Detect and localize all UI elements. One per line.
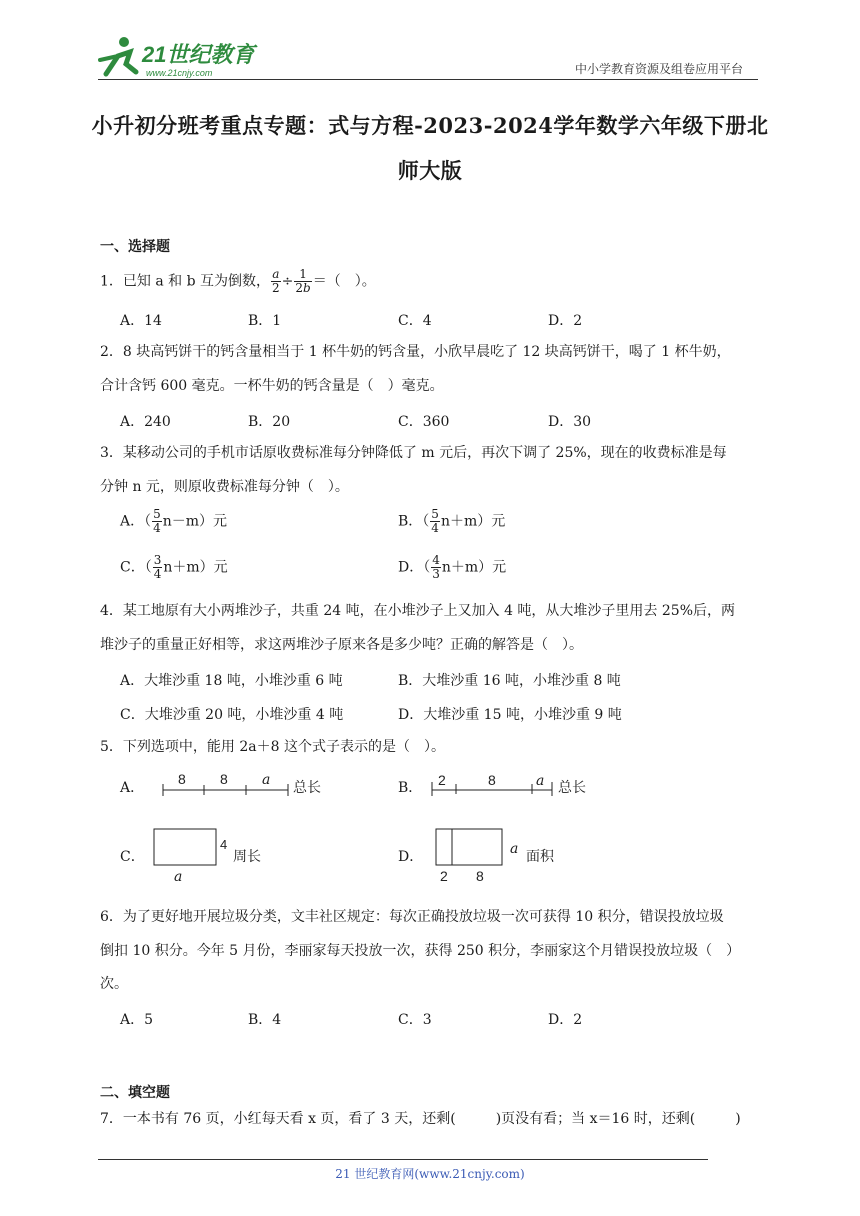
svg-text:a: a	[174, 869, 183, 885]
footer-link[interactable]: 21 世纪教育网(www.21cnjy.com)	[335, 1167, 525, 1181]
q6-option-c[interactable]: C．3	[398, 1012, 432, 1028]
q6-option-a[interactable]: A．5	[120, 1012, 154, 1028]
svg-text:8: 8	[476, 868, 484, 884]
q5-option-c[interactable]: C．	[120, 849, 145, 865]
svg-text:2: 2	[440, 868, 448, 884]
fraction-5-over-4: $\frac{5}{4}$	[431, 507, 439, 535]
q2-option-c[interactable]: C．360	[398, 414, 450, 430]
question-5-line1: 5．下列选项中，能用 2a＋8 这个式子表示的是（ ）。	[100, 739, 445, 755]
q5-option-d-label: 面积	[526, 849, 554, 865]
fraction-1-over-2b: $\frac{1}{2b}$	[295, 267, 311, 295]
q5-option-a[interactable]: A．	[120, 780, 145, 796]
q5-diagram-a	[158, 770, 293, 800]
question-3-line2: 分钟 n 元，则原收费标准每分钟（ ）。	[100, 479, 349, 495]
q3-option-b[interactable]: B．（ $\frac{5}{4}$ n＋m）元	[398, 507, 506, 535]
question-1-prefix: 1．已知 a 和 b 互为倒数，	[100, 273, 271, 290]
q3-option-d[interactable]: D．（ $\frac{4}{3}$ n＋m）元	[398, 553, 507, 581]
q1-option-a[interactable]: A．14	[120, 313, 162, 329]
q5-option-d[interactable]: D．	[398, 849, 424, 865]
svg-text:a: a	[510, 841, 519, 857]
q4-option-a[interactable]: A．大堆沙重 18 吨，小堆沙重 6 吨	[120, 673, 343, 689]
page-title-line2: 师大版	[397, 158, 463, 183]
q4-option-c[interactable]: C．大堆沙重 20 吨，小堆沙重 4 吨	[120, 707, 344, 723]
q5-option-a-label: 总长	[293, 780, 321, 796]
q5-option-b-label: 总长	[558, 780, 586, 796]
svg-text:a: a	[262, 772, 271, 788]
q5-option-b[interactable]: B．	[398, 780, 423, 796]
question-6-line2: 倒扣 10 积分。今年 5 月份，李丽家每天投放一次，获得 250 积分，李丽家这个月错误投放垃圾（ ）	[100, 943, 741, 959]
svg-text:8: 8	[488, 772, 496, 788]
q1-option-b[interactable]: B．1	[248, 313, 282, 329]
svg-text:2: 2	[438, 772, 446, 788]
fraction-3-over-4: $\frac{3}{4}$	[153, 553, 162, 581]
logo-url: www.21cnjy.com	[146, 68, 213, 78]
svg-text:a: a	[536, 773, 545, 789]
site-logo	[96, 34, 266, 80]
q6-option-b[interactable]: B．4	[248, 1012, 282, 1028]
section-choice-heading: 一、选择题	[100, 239, 170, 255]
svg-text:8: 8	[220, 771, 228, 787]
q5-diagram-c	[150, 825, 235, 885]
fraction-a-over-2: $\frac{a}{2}$	[272, 267, 280, 295]
fraction-4-over-3: $\frac{4}{3}$	[432, 553, 440, 581]
q3-option-a[interactable]: A．（ $\frac{5}{4}$ n－m）元	[120, 507, 228, 535]
question-1: 1．已知 a 和 b 互为倒数， $\frac{a}{2}$ ÷ $\frac{1}{2b}$ ＝（ ）。	[100, 267, 376, 295]
question-4-line2: 堆沙子的重量正好相等，求这两堆沙子原来各是多少吨？正确的解答是（ ）。	[100, 637, 583, 653]
q2-option-d[interactable]: D．30	[548, 414, 592, 430]
question-3-line1: 3．某移动公司的手机市话原收费标准每分钟降低了 m 元后，再次下调了 25%，现在的收费标准是每	[100, 445, 727, 461]
question-2-line1: 2．8 块高钙饼干的钙含量相当于 1 杯牛奶的钙含量，小欣早晨吃了 12 块高钙饼干，喝了 1 杯牛奶，	[100, 344, 731, 360]
q2-option-b[interactable]: B．20	[248, 414, 291, 430]
footer-divider	[98, 1159, 708, 1160]
logo-text: 21世纪教育	[142, 42, 255, 67]
question-6-line1: 6．为了更好地开展垃圾分类，文丰社区规定：每次正确投放垃圾一次可获得 10 积分，错误投放垃圾	[100, 909, 724, 925]
fraction-5-over-4: $\frac{5}{4}$	[153, 507, 161, 535]
q5-option-c-label: 周长	[233, 849, 261, 865]
page-title-line1: 小升初分班考重点专题：式与方程-2023-2024学年数学六年级下册北	[91, 113, 769, 138]
q4-option-d[interactable]: D．大堆沙重 15 吨，小堆沙重 9 吨	[398, 707, 622, 723]
header-divider	[98, 79, 758, 80]
q1-option-c[interactable]: C．4	[398, 313, 432, 329]
q1-option-d[interactable]: D．2	[548, 313, 583, 329]
section-fill-heading: 二、填空题	[100, 1085, 170, 1101]
svg-text:8: 8	[178, 771, 186, 787]
question-7: 7．一本书有 76 页，小红每天看 x 页，看了 3 天，还剩( )页没有看；当 x＝16 时，还剩( )	[100, 1111, 741, 1127]
q4-option-b[interactable]: B．大堆沙重 16 吨，小堆沙重 8 吨	[398, 673, 621, 689]
q3-option-c[interactable]: C．（ $\frac{3}{4}$ n＋m）元	[120, 553, 228, 581]
question-6-line3: 次。	[100, 976, 128, 992]
q5-diagram-d	[432, 825, 524, 885]
q6-option-d[interactable]: D．2	[548, 1012, 583, 1028]
platform-name: 中小学教育资源及组卷应用平台	[575, 62, 744, 76]
question-1-suffix: ＝（ ）。	[312, 273, 376, 290]
question-2-line2: 合计含钙 600 毫克。一杯牛奶的钙含量是（ ）毫克。	[100, 378, 444, 394]
svg-text:4: 4	[220, 837, 228, 852]
question-4-line1: 4．某工地原有大小两堆沙子，共重 24 吨，在小堆沙子上又加入 4 吨，从大堆沙子里用去 25%后，两	[100, 603, 735, 619]
q5-diagram-b	[428, 770, 558, 800]
q2-option-a[interactable]: A．240	[120, 414, 171, 430]
